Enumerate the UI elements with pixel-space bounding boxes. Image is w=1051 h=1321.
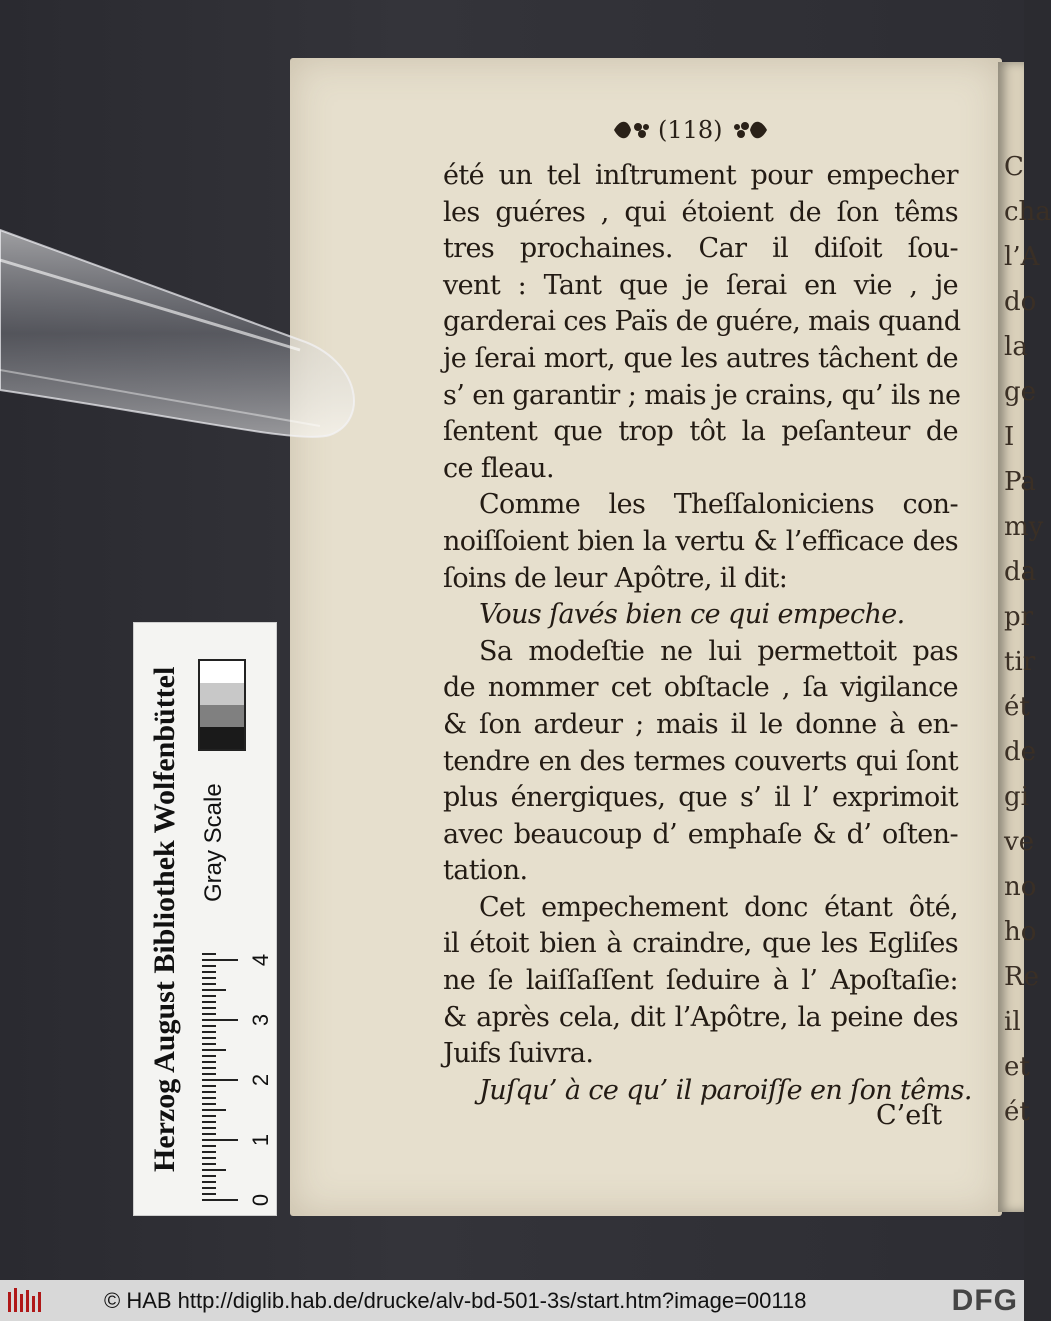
gray-swatch bbox=[200, 661, 244, 683]
scale-tick bbox=[202, 1151, 216, 1153]
scale-number: 2 bbox=[248, 1073, 273, 1087]
text-line: & ſon ardeur ; mais il le donne à en- bbox=[443, 708, 958, 740]
scale-tick bbox=[202, 989, 226, 991]
scale-tick bbox=[202, 1013, 216, 1015]
gray-scale-label: Gray Scale bbox=[200, 783, 227, 903]
text-line: ne ſe laiſſaſſent ſeduire à l’ Apoſtaſie: bbox=[443, 965, 958, 997]
text-line: de nommer cet obſtacle , ſa vigilance bbox=[443, 672, 958, 704]
text-line: il étoit bien à craindre, que les Egliſes bbox=[443, 928, 958, 960]
text-line: tendre en des termes couverts qui ſont bbox=[443, 745, 958, 777]
text-line: Sa modeſtie ne lui permettoit pas bbox=[479, 635, 958, 667]
scale-tick bbox=[202, 1181, 216, 1183]
facing-page-fragment: ve bbox=[1004, 827, 1035, 857]
page-text bbox=[443, 158, 972, 1109]
text-line: garderai ces Païs de guére, mais quand bbox=[443, 306, 961, 338]
scale-tick bbox=[202, 1091, 216, 1093]
facing-page-fragment: my bbox=[1004, 512, 1044, 542]
scale-tick bbox=[202, 1049, 226, 1051]
page-number: (118) bbox=[658, 116, 723, 144]
facing-page-fragment: pr bbox=[1004, 602, 1034, 632]
scale-tick bbox=[202, 1037, 216, 1039]
scale-tick bbox=[202, 1043, 216, 1045]
scale-tick bbox=[202, 1175, 216, 1177]
scale-number: 3 bbox=[248, 1013, 273, 1027]
scale-tick bbox=[202, 1103, 216, 1105]
text-line: tation. bbox=[443, 855, 528, 887]
scale-tick bbox=[202, 1019, 238, 1021]
facing-page-fragment: gi bbox=[1004, 782, 1029, 812]
text-line: ce fleau. bbox=[443, 452, 554, 484]
footer-bar bbox=[0, 1280, 1024, 1321]
facing-page-fragment: l’A bbox=[1004, 242, 1040, 272]
scale-tick bbox=[202, 1061, 216, 1063]
facing-page-fragment: I bbox=[1004, 422, 1015, 452]
facing-page-fragment: do bbox=[1004, 287, 1037, 317]
cm-scale bbox=[202, 953, 272, 1209]
text-line: les guéres , qui étoient de ſon têms bbox=[443, 196, 958, 228]
facing-page-fragment: la bbox=[1004, 332, 1028, 362]
facing-page-fragment: de bbox=[1004, 737, 1037, 767]
facing-page-fragment: Re bbox=[1004, 962, 1039, 992]
page-header bbox=[612, 112, 792, 148]
facing-page-fragment: ét bbox=[1004, 1097, 1030, 1127]
scale-number: 1 bbox=[248, 1133, 273, 1147]
scale-tick bbox=[202, 1115, 216, 1117]
facing-page-fragment: ét bbox=[1004, 692, 1030, 722]
scale-tick bbox=[202, 953, 216, 955]
scale-tick bbox=[202, 1031, 216, 1033]
facing-page-fragment: ho bbox=[1004, 917, 1037, 947]
facing-page-fragment: il bbox=[1004, 1007, 1021, 1037]
text-line: Cet empechement donc étant ôté, bbox=[479, 891, 958, 923]
scale-tick bbox=[202, 983, 216, 985]
scale-tick bbox=[202, 1121, 216, 1123]
text-line: Juifs ſuivra. bbox=[443, 1038, 594, 1070]
scale-tick bbox=[202, 1145, 216, 1147]
text-line: tres prochaines. Car il diſoit ſou- bbox=[443, 233, 958, 265]
facing-page-fragment: C bbox=[1004, 152, 1024, 182]
facing-page-fragment: da bbox=[1004, 557, 1037, 587]
text-line: noiſſoient bien la vertu & l’efficace des bbox=[443, 525, 958, 557]
scale-tick bbox=[202, 1127, 216, 1129]
text-line: vent : Tant que je ſerai en vie , je bbox=[443, 269, 958, 301]
catchword: C’eſt bbox=[876, 1100, 943, 1131]
facing-page-fragment: tir bbox=[1004, 647, 1036, 677]
dfg-logo: DFG bbox=[951, 1284, 1018, 1317]
scale-tick bbox=[202, 1193, 216, 1195]
left-ornament-icon bbox=[612, 119, 650, 141]
facing-page-fragment: et bbox=[1004, 1052, 1030, 1082]
gray-swatch bbox=[200, 705, 244, 727]
facing-page-fragment: ge bbox=[1004, 377, 1037, 407]
scale-tick bbox=[202, 1079, 238, 1081]
text-line: ſentent que trop tôt la peſanteur de bbox=[443, 416, 958, 448]
scale-number: 0 bbox=[248, 1193, 273, 1207]
text-line: & après cela, dit l’Apôtre, la peine des bbox=[443, 1001, 958, 1033]
scale-tick bbox=[202, 1109, 226, 1111]
scale-tick bbox=[202, 1133, 216, 1135]
scale-tick bbox=[202, 971, 216, 973]
facing-page-fragment: cha bbox=[1004, 197, 1051, 227]
scale-tick bbox=[202, 1139, 238, 1141]
scale-tick bbox=[202, 959, 238, 961]
scale-tick bbox=[202, 1073, 216, 1075]
scale-tick bbox=[202, 1067, 216, 1069]
scale-number: 4 bbox=[248, 953, 273, 967]
scale-tick bbox=[202, 1169, 226, 1171]
gray-swatch bbox=[200, 727, 244, 749]
library-name: Herzog August Bibliothek Wolfenbüttel bbox=[148, 666, 181, 1172]
scale-tick bbox=[202, 995, 216, 997]
text-line: plus énergiques, que s’ il l’ exprimoit bbox=[443, 782, 958, 814]
scale-tick bbox=[202, 1025, 216, 1027]
scale-tick bbox=[202, 1055, 216, 1057]
facing-page-fragment: Pa bbox=[1004, 467, 1036, 497]
text-line: ſoins de leur Apôtre, il dit: bbox=[443, 562, 788, 594]
scale-tick bbox=[202, 1187, 216, 1189]
color-scale-ruler bbox=[133, 622, 277, 1216]
scale-tick bbox=[202, 1001, 216, 1003]
text-line: Comme les Theſſaloniciens con- bbox=[479, 489, 958, 521]
gray-swatches bbox=[198, 659, 246, 751]
copyright-url[interactable]: © HAB http://diglib.hab.de/drucke/alv-bd-501-3s/start.htm?image=00118 bbox=[104, 1288, 807, 1313]
facing-page-edge bbox=[998, 62, 1051, 1212]
text-line: Vous ſavés bien ce qui empeche. bbox=[479, 599, 905, 631]
text-line: été un tel inſtrument pour empecher bbox=[443, 160, 958, 191]
gray-swatch bbox=[200, 683, 244, 705]
scale-tick bbox=[202, 1097, 216, 1099]
text-line: je ſerai mort, que les autres tâchent de bbox=[443, 342, 958, 374]
scale-tick bbox=[202, 1085, 216, 1087]
text-line: s’ en garantir ; mais je crains, qu’ ils ne bbox=[443, 379, 961, 411]
scale-tick bbox=[202, 977, 216, 979]
scale-tick bbox=[202, 1199, 238, 1201]
facing-page-fragment: no bbox=[1004, 872, 1037, 902]
scale-tick bbox=[202, 1007, 216, 1009]
hab-logo-icon bbox=[6, 1286, 46, 1314]
text-line: Juſqu’ à ce qu’ il paroiſſe en ſon têms. bbox=[479, 1074, 972, 1106]
scale-tick bbox=[202, 965, 216, 967]
scale-tick bbox=[202, 1157, 216, 1159]
scale-tick bbox=[202, 1163, 216, 1165]
right-ornament-icon bbox=[731, 119, 769, 141]
text-line: avec beaucoup d’ emphaſe & d’ oſten- bbox=[443, 818, 958, 850]
